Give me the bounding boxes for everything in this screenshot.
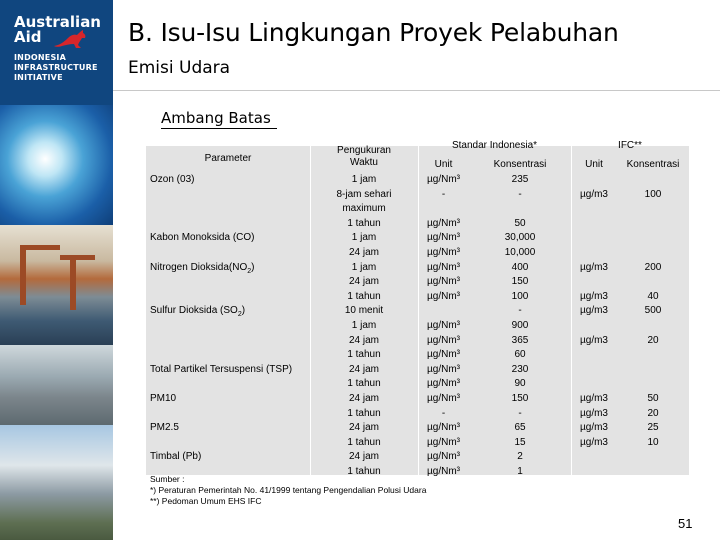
source-note-1: *) Peraturan Pemerintah No. 41/1999 tentang Pengendalian Polusi Udara <box>150 485 427 495</box>
header-pengukuran-waktu: Pengukuran Waktu <box>337 145 391 168</box>
ifc-unit-cell: µg/m3 <box>580 305 608 317</box>
section-title: Ambang Batas <box>161 109 271 127</box>
ifc-unit-cell: µg/m3 <box>580 261 608 273</box>
parameter-label: Ozon (03) <box>150 174 195 185</box>
page-subtitle: Emisi Udara <box>128 58 231 78</box>
measurement-period-cell: maximum <box>342 203 386 215</box>
indonesia-concentration-cell: 10,000 <box>504 247 536 258</box>
indonesia-unit-cell: µg/Nm³ <box>427 466 460 477</box>
parameter-label: Timbal (Pb) <box>150 451 202 463</box>
ifc-concentration-cell: 20 <box>647 334 659 346</box>
indonesia-concentration-cell: - <box>518 188 522 200</box>
indonesia-unit-cell: µg/Nm³ <box>427 217 460 229</box>
measurement-period-cell: 24 jam <box>348 334 379 346</box>
indonesia-unit-cell: µg/Nm³ <box>427 349 460 361</box>
indonesia-unit-cell: µg/Nm³ <box>427 451 460 463</box>
logo-sub-line3: INITIATIVE <box>14 73 63 82</box>
source-note-2: **) Pedoman Umum EHS IFC <box>150 496 262 506</box>
ifc-concentration-cell: 20 <box>647 407 659 419</box>
measurement-period-cell: 1 tahun <box>347 290 381 302</box>
sidebar <box>0 0 113 540</box>
indonesia-concentration-cell: 900 <box>511 320 529 331</box>
parameter-cell <box>146 173 310 188</box>
ifc-concentration-cell: 40 <box>647 290 659 302</box>
ifc-unit-cell: µg/m3 <box>580 334 608 346</box>
indonesia-unit-cell: µg/Nm³ <box>427 393 460 404</box>
parameter-subscript: 2 <box>247 267 252 275</box>
parameter-cell <box>146 421 310 436</box>
parameter-cell <box>146 261 310 280</box>
ifc-concentration-cell: 100 <box>644 188 662 200</box>
header-konsentrasi-ifc: Konsentrasi <box>626 159 680 170</box>
logo-line1: Australian <box>14 13 101 31</box>
page-number: 51 <box>678 516 693 531</box>
parameter-subscript: 2 <box>237 311 242 319</box>
measurement-period-cell: 24 jam <box>348 247 379 258</box>
measurement-period-cell: 1 jam <box>351 320 377 331</box>
indonesia-concentration-cell: 65 <box>514 422 526 434</box>
indonesia-concentration-cell: 365 <box>511 334 529 346</box>
measurement-period-cell: 24 jam <box>348 393 379 404</box>
indonesia-concentration-cell: 150 <box>511 393 529 404</box>
measurement-period-cell: 1 tahun <box>347 466 381 477</box>
indonesia-concentration-cell: - <box>518 407 522 419</box>
measurement-period-cell: 1 jam <box>351 174 377 185</box>
logo-line2: Aid <box>14 28 42 46</box>
ifc-unit-cell: µg/m3 <box>580 290 608 302</box>
ifc-unit-cell: µg/m3 <box>580 422 608 434</box>
logo-subtitle <box>14 53 98 83</box>
measurement-period-cell: 1 tahun <box>347 436 381 448</box>
measurement-period-cell: 8-jam sehari <box>336 188 392 200</box>
parameter-cell <box>146 363 310 378</box>
ifc-concentration-cell: 10 <box>647 436 659 448</box>
ifc-unit-cell: µg/m3 <box>580 393 608 404</box>
page-title: B. Isu-Isu Lingkungan Proyek Pelabuhan <box>128 18 619 47</box>
indonesia-unit-cell: - <box>441 188 446 200</box>
indonesia-concentration-cell: 15 <box>514 436 526 448</box>
kangaroo-icon <box>52 28 92 50</box>
indonesia-concentration-cell: 150 <box>511 276 529 288</box>
parameter-cell <box>146 304 310 323</box>
measurement-period-cell: 1 tahun <box>347 378 381 390</box>
indonesia-unit-cell: µg/Nm³ <box>427 422 460 434</box>
header-konsentrasi-indonesia: Konsentrasi <box>493 159 547 170</box>
indonesia-unit-cell: µg/Nm³ <box>427 290 460 302</box>
ifc-unit-cell: µg/m3 <box>580 188 608 200</box>
measurement-period-cell: 24 jam <box>348 422 379 434</box>
ifc-concentration-cell: 200 <box>644 261 662 273</box>
measurement-period-cell: 1 tahun <box>347 407 381 419</box>
indonesia-concentration-cell: 60 <box>514 349 526 361</box>
indonesia-concentration-cell: 235 <box>511 174 529 185</box>
measurement-period-cell: 24 jam <box>348 451 379 463</box>
indonesia-unit-cell: µg/Nm³ <box>427 334 460 346</box>
indonesia-unit-cell: - <box>441 407 446 419</box>
indonesia-unit-cell: µg/Nm³ <box>427 232 460 244</box>
indonesia-unit-cell: µg/Nm³ <box>427 363 460 375</box>
indonesia-unit-cell: µg/Nm³ <box>427 261 460 273</box>
indonesia-concentration-cell: 400 <box>511 261 529 273</box>
ifc-unit-cell: µg/m3 <box>580 407 608 419</box>
water-splash-photo <box>0 105 113 225</box>
indonesia-unit-cell: µg/Nm³ <box>427 378 460 390</box>
header-ifc: IFC** <box>618 140 642 151</box>
parameter-cell <box>146 392 310 407</box>
header-standar-indonesia: Standar Indonesia* <box>451 140 538 151</box>
indonesia-concentration-cell: - <box>518 305 522 317</box>
parameter-label: Nitrogen Dioksida(NO <box>150 261 248 273</box>
australian-aid-logo <box>0 0 113 105</box>
indonesia-concentration-cell: 230 <box>511 363 529 375</box>
measurement-period-cell: 1 jam <box>351 232 377 244</box>
logo-sub-line1: INDONESIA <box>14 53 67 62</box>
indonesia-concentration-cell: 100 <box>511 290 529 302</box>
indonesia-concentration-cell: 1 <box>517 466 523 477</box>
parameter-cell <box>146 450 310 465</box>
parameter-label: PM10 <box>150 393 177 404</box>
header-unit-indonesia: Unit <box>434 159 453 170</box>
indonesia-unit-cell: µg/Nm³ <box>427 320 460 331</box>
measurement-period-cell: 24 jam <box>348 363 379 375</box>
indonesia-concentration-cell: 90 <box>514 378 526 390</box>
measurement-period-cell: 1 jam <box>351 261 377 273</box>
ifc-unit-cell: µg/m3 <box>580 436 608 448</box>
section-underline <box>161 128 277 129</box>
parameter-label-tail: ) <box>251 261 255 273</box>
parameter-label: Sulfur Dioksida (SO <box>150 305 238 317</box>
indonesia-unit-cell: µg/Nm³ <box>427 276 460 288</box>
road-traffic-photo <box>0 345 113 425</box>
parameter-cell <box>146 231 310 246</box>
parameter-label: Total Partikel Tersuspensi (TSP) <box>150 363 293 375</box>
header-unit-ifc: Unit <box>585 159 603 170</box>
indonesia-concentration-cell: 30,000 <box>504 232 536 244</box>
source-label: Sumber : <box>150 474 185 484</box>
emission-threshold-table <box>146 140 689 477</box>
header-divider <box>113 90 720 91</box>
indonesia-unit-cell: µg/Nm³ <box>427 247 460 258</box>
measurement-period-cell: 1 tahun <box>347 217 381 229</box>
measurement-period-cell: 24 jam <box>348 276 379 288</box>
logo-sub-line2: INFRASTRUCTURE <box>14 63 98 72</box>
source-notes <box>150 474 426 507</box>
ifc-concentration-cell: 50 <box>647 393 659 404</box>
ifc-concentration-cell: 500 <box>644 305 662 317</box>
measurement-period-cell: 10 menit <box>344 305 384 317</box>
indonesia-concentration-cell: 50 <box>514 217 526 229</box>
measurement-period-cell: 1 tahun <box>347 349 381 361</box>
train-photo <box>0 425 113 540</box>
parameter-label: PM2.5 <box>150 422 179 434</box>
ifc-concentration-cell: 25 <box>647 422 659 434</box>
parameter-label-tail: ) <box>241 305 246 317</box>
indonesia-concentration-cell: 2 <box>517 451 523 463</box>
header-parameter: Parameter <box>204 153 252 164</box>
port-cranes-photo <box>0 225 113 345</box>
indonesia-unit-cell: µg/Nm³ <box>427 174 460 185</box>
indonesia-unit-cell: µg/Nm³ <box>427 436 460 448</box>
parameter-label: Kabon Monoksida (CO) <box>150 232 255 244</box>
